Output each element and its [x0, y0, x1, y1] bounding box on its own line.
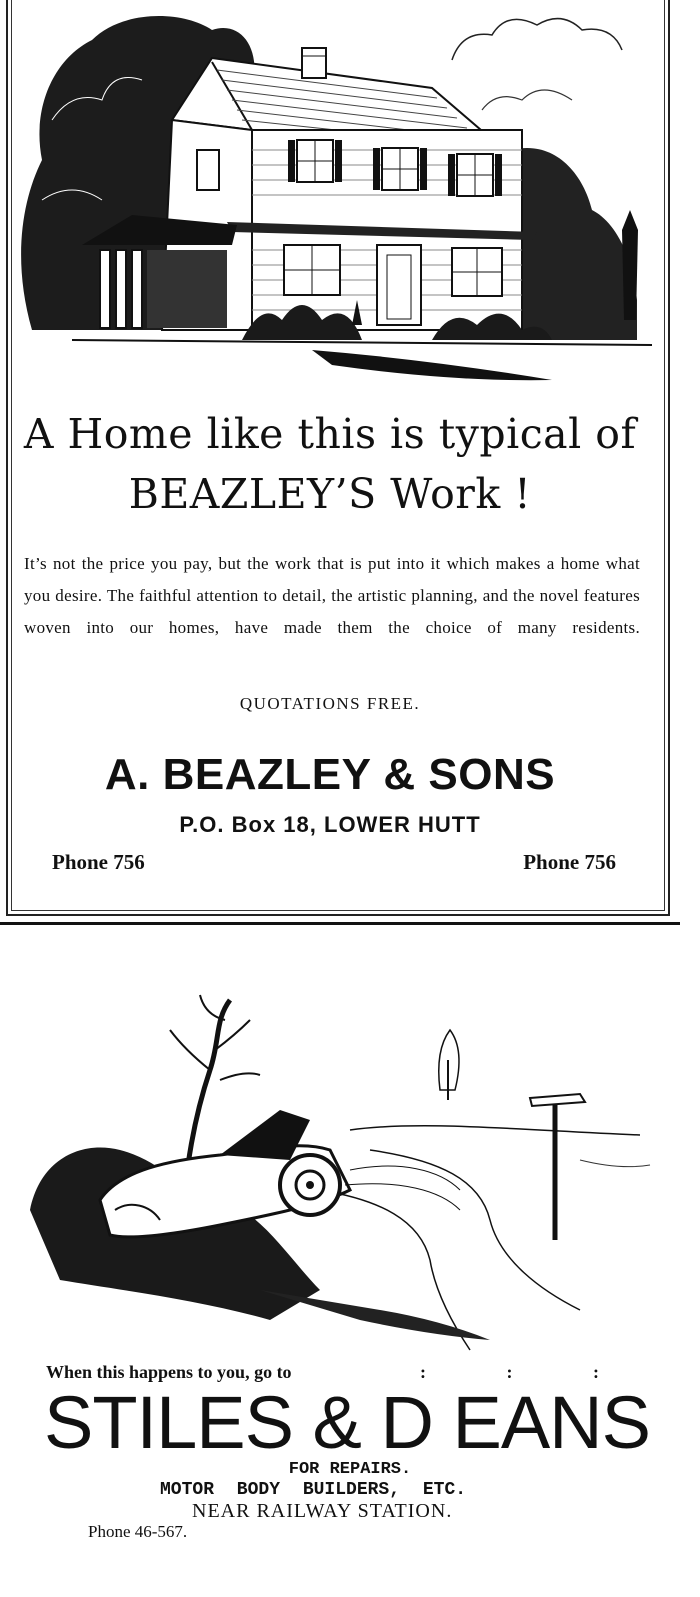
location-line: NEAR RAILWAY STATION. [192, 1500, 453, 1522]
colon-ornament: : : : [420, 1362, 637, 1382]
firm-name: A. BEAZLEY & SONS [104, 750, 556, 799]
phone-right: Phone 756 [523, 850, 616, 874]
body-paragraph [24, 548, 640, 644]
repairs-line: FOR REPAIRS. [288, 1460, 412, 1479]
phone: Phone 46-567. [88, 1522, 188, 1541]
phone-left: Phone 756 [52, 850, 145, 874]
house-illustration [12, 0, 652, 390]
lead-text: When this happens to you, go to [46, 1362, 292, 1382]
stiles-deans-advertisement [0, 930, 700, 1597]
headline-line-1: A Home like this is typical of [23, 410, 637, 458]
quotations-free: QUOTATIONS FREE. [239, 694, 421, 713]
services-line: MOTOR BODY BUILDERS, ETC. [160, 1480, 467, 1500]
address: P.O. Box 18, LOWER HUTT [179, 812, 481, 837]
firm-name: STILES & D EANS [44, 1381, 650, 1464]
headline-line-2: BEAZLEY’S Work ! [128, 470, 532, 518]
car-crash-illustration [20, 960, 660, 1360]
divider-rule [0, 922, 680, 925]
body-text: It’s not the price you pay, but the work that is put into it which makes a home what you desire. The faithful attention to detail, the artistic planning, and the novel features woven into our homes, have made them the choice of many residents. [24, 554, 640, 637]
